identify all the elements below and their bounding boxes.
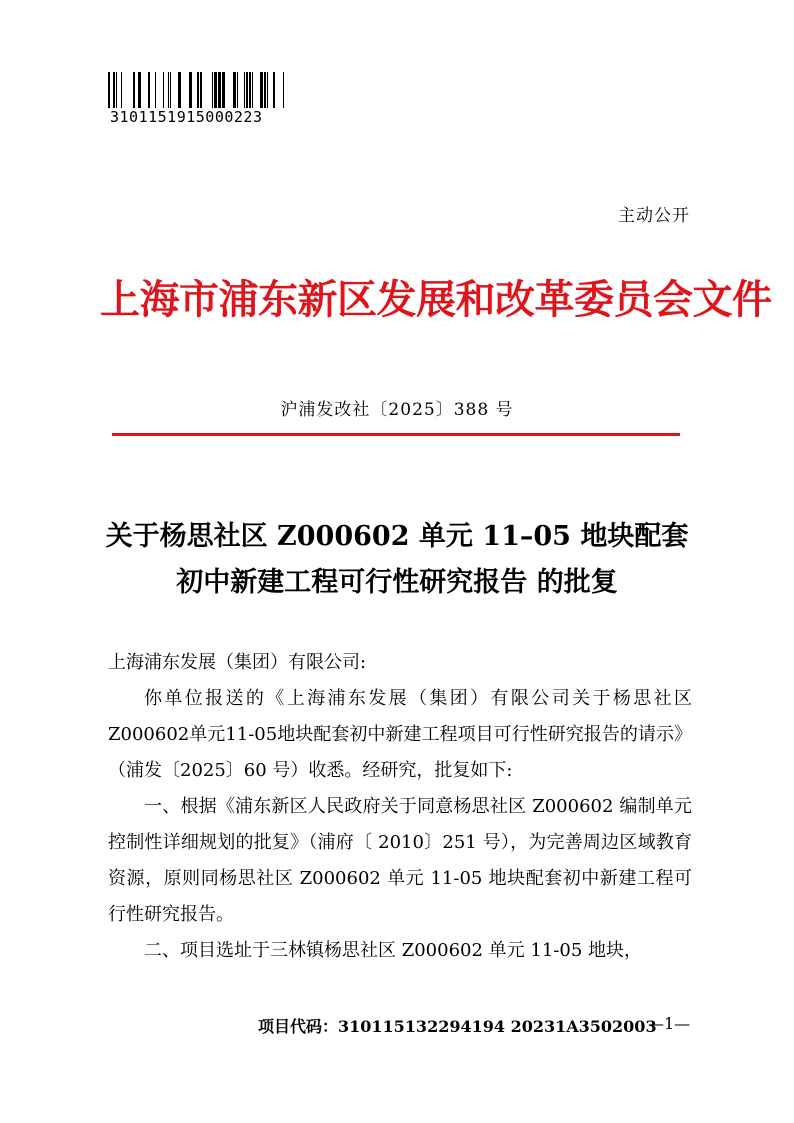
body-paragraph: 一、根据《浦东新区人民政府关于同意杨思社区 Z000602 编制单元控制性详细规划的批复》（浦府〔 2010〕251 号），为完善周边区域教育资源，原则同杨思社区 Z000602 单元 11-05 地块配套初中新建工程可行性研究报告。 — [108, 796, 692, 925]
barcode-number: 3101151915000223 — [110, 108, 263, 126]
page-number: —1— — [648, 1014, 691, 1033]
project-code: 项目代码：310115132294194 20231A3502003 — [258, 1017, 657, 1036]
document-title-line-2: 初中新建工程可行性研究报告 的批复 — [176, 567, 618, 598]
body-paragraph: 你单位报送的《上海浦东发展（集团）有限公司关于杨思社区Z000602单元11-05地块配套初中新建工程项目可行性研究报告的请示》（浦发〔2025〕60 号）收悉。经研究，批复如下: — [108, 688, 692, 781]
barcode-image — [108, 72, 298, 108]
document-number: 沪浦发改社〔2025〕388 号 — [280, 400, 514, 420]
disclosure-label: 主动公开 — [618, 206, 690, 226]
addressee: 上海浦东发展（集团）有限公司: — [108, 652, 367, 673]
issuer-title: 上海市浦东新区发展和改革委员会文件 — [100, 276, 772, 323]
body-paragraph: 二、项目选址于三林镇杨思社区 Z000602 单元 11-05 地块， — [144, 940, 642, 961]
document-title-line-1: 关于杨思社区 Z000602 单元 11–05 地块配套 — [105, 521, 689, 552]
document-body — [108, 645, 692, 969]
red-divider — [112, 433, 680, 436]
